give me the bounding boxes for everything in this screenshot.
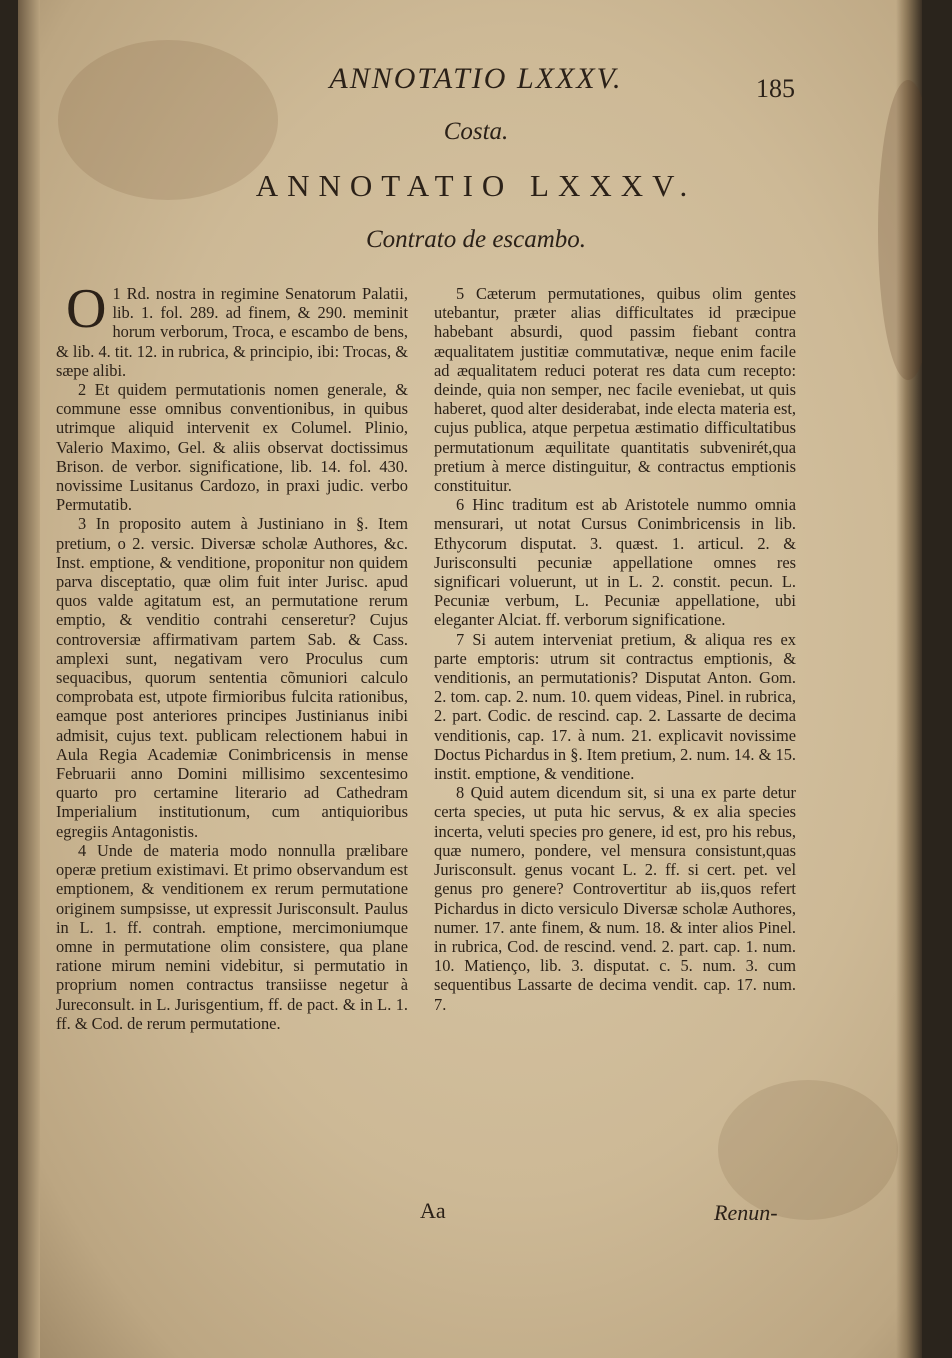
catchword: Renun- [714, 1200, 778, 1225]
paragraph-6: 6 Hinc traditum est ab Aristotele nummo omnia mensurari, ut notat Cursus Conimbricensis in lib. Ethycorum disputat. 3. quæst. 1. articul. 2. & Jurisconsulti pecuniæ appellatione omnes res significari voluerunt, ut in L. 2. constit. pecun. L. Pecuniæ verbum, L. Pecuniæ appellatione, ubi eleganter Alciat. ff. verborum significatione. [434, 495, 796, 630]
stain [718, 1080, 898, 1220]
annotation-subtitle: Contrato de escambo. [365, 226, 587, 253]
paragraph-2: 2 Et quidem permutationis nomen generale, & commune esse omnibus conventionibus, in quibus utrimque aliquid intervenit ex Columel. Plinio, Valerio Maximo, Gel. & aliis observat doctissimus Brison. de verbor. significatione, lib. 14. fol. 430. novissime Lusitanus Cardozo, in praxi judic. verbo Permutatib. [56, 380, 408, 515]
paragraph-5: 5 Cæterum permutationes, quibus olim gentes utebantur, præter alias difficultates id præcipue habebant absurdi, quod passim fiebant contra æqualitatem justitiæ commutativæ, neque enim facile ad æqualitatem reduci poterat res data cum recepto: deinde, quia non semper, nec facile eveniebat, ut quis haberet, quod alter desiderabat, inde electa materia est, cujus publica, atque perpetua æstimatio difficultatibus permutationum æquilitate quantitatis subvenirét,qua pretium à merce distinguitur, & contractus emptionis constituitur. [434, 284, 796, 496]
paragraph-3: 3 In proposito autem à Justiniano in §. Item pretium, o 2. versic. Diversæ scholæ Authores, &c. Inst. emptione, & venditione, proponitur non quidem parva disceptatio, quæ olim fuit inter Jurisc. apud quos valde agitatum est, an permutatione rerum emptio, & venditio contrahi censeretur? Cujus controversiæ affirmativam partem Sab. & Cass. amplexi sunt, negativam vero Proculus cum sequacibus, quorum sententia cõmuniori calculo comprobata est, utpote firmioribus fulcita rationibus, eamque post anteriores principes Justinianus inibi admisit, cujus text. publicam relectionem habui in Aula Regia Academiæ Conimbricensis in mense Februarii anno Domini millisimo sexcentesimo quarto pro certamine literario ad Cathedram Imperialium institutionum, cum antiquioribus egregiis Antagonistis. [56, 514, 408, 841]
author-line: Costa. [443, 118, 509, 145]
page-number: 185 [756, 74, 795, 103]
paragraph-7: 7 Si autem interveniat pretium, & aliqua res ex parte emptoris: utrum sit contractus emptionis, & venditionis, an permutationis? Disputat Anton. Gom. 2. tom. cap. 2. num. 10. quem videas, Pinel. in rubrica, 2. part. Codic. de rescind. cap. 2. Lassarte de decima venditionis, cap. 17. à num. 21. explicavit novissime Doctus Pichardus in §. Item pretium, 2. num. 14. & 15. instit. emptione, & venditione. [434, 629, 796, 784]
paragraph-1: 1 Rd. nostra in regimine Senatorum Palatii, lib. 1. fol. 289. ad finem, & 290. meminit horum verborum, Troca, e escambo de bens, & lib. 4. tit. 12. in rubrica, & principio, ibi: Trocas, & sæpe alibi. [56, 284, 408, 380]
paragraph-8: 8 Quid autem dicendum sit, si una ex parte detur certa species, ut puta hic servus, & ex alia species incerta, veluti species pro genere, id est, pro his rebus, quæ numero, pondere, vel mensura consistunt,quas Jurisconsult. genus vocant L. 2. ff. si cert. pet. vel genus pro genere? Controvertitur ab iis,quos refert Pichardus in dicto versiculo Diversæ scholæ Authores, numer. 17. ante finem, & num. 18. & inter alios Pinel. in rubrica, Cod. de rescind. vend. 2. part. cap. 1. num. 10. Matienço, lib. 3. disputat. c. 5. num. 3. cum sequentibus Lassarte de decima vendit. cap. 17. num. 7. [434, 783, 796, 1014]
running-head: ANNOTATIO LXXXV. [329, 62, 623, 95]
drop-cap: O [66, 278, 107, 340]
signature-mark: Aa [420, 1198, 446, 1223]
annotation-title: ANNOTATIO LXXXV. [255, 168, 697, 203]
paragraph-4: 4 Unde de materia modo nonnulla prælibare operæ pretium existimavi. Et primo observandum est emptionem, & venditionem ex rerum permutatione originem sumpsisse, ut expressit Jurisconsult. Paulus in L. 1. ff. contrah. emptione, mercimoniumque omne in permutatione olim consistere, qua plane ratione mirum nemini videbitur, si permutatio in proprium nomen contractus transiisse negetur à Jureconsult. in L. Jurisgentium, ff. de pact. & in L. 1. ff. & Cod. de rerum permutatione. [56, 840, 408, 1033]
right-column [434, 284, 796, 1014]
left-column [56, 278, 408, 1033]
